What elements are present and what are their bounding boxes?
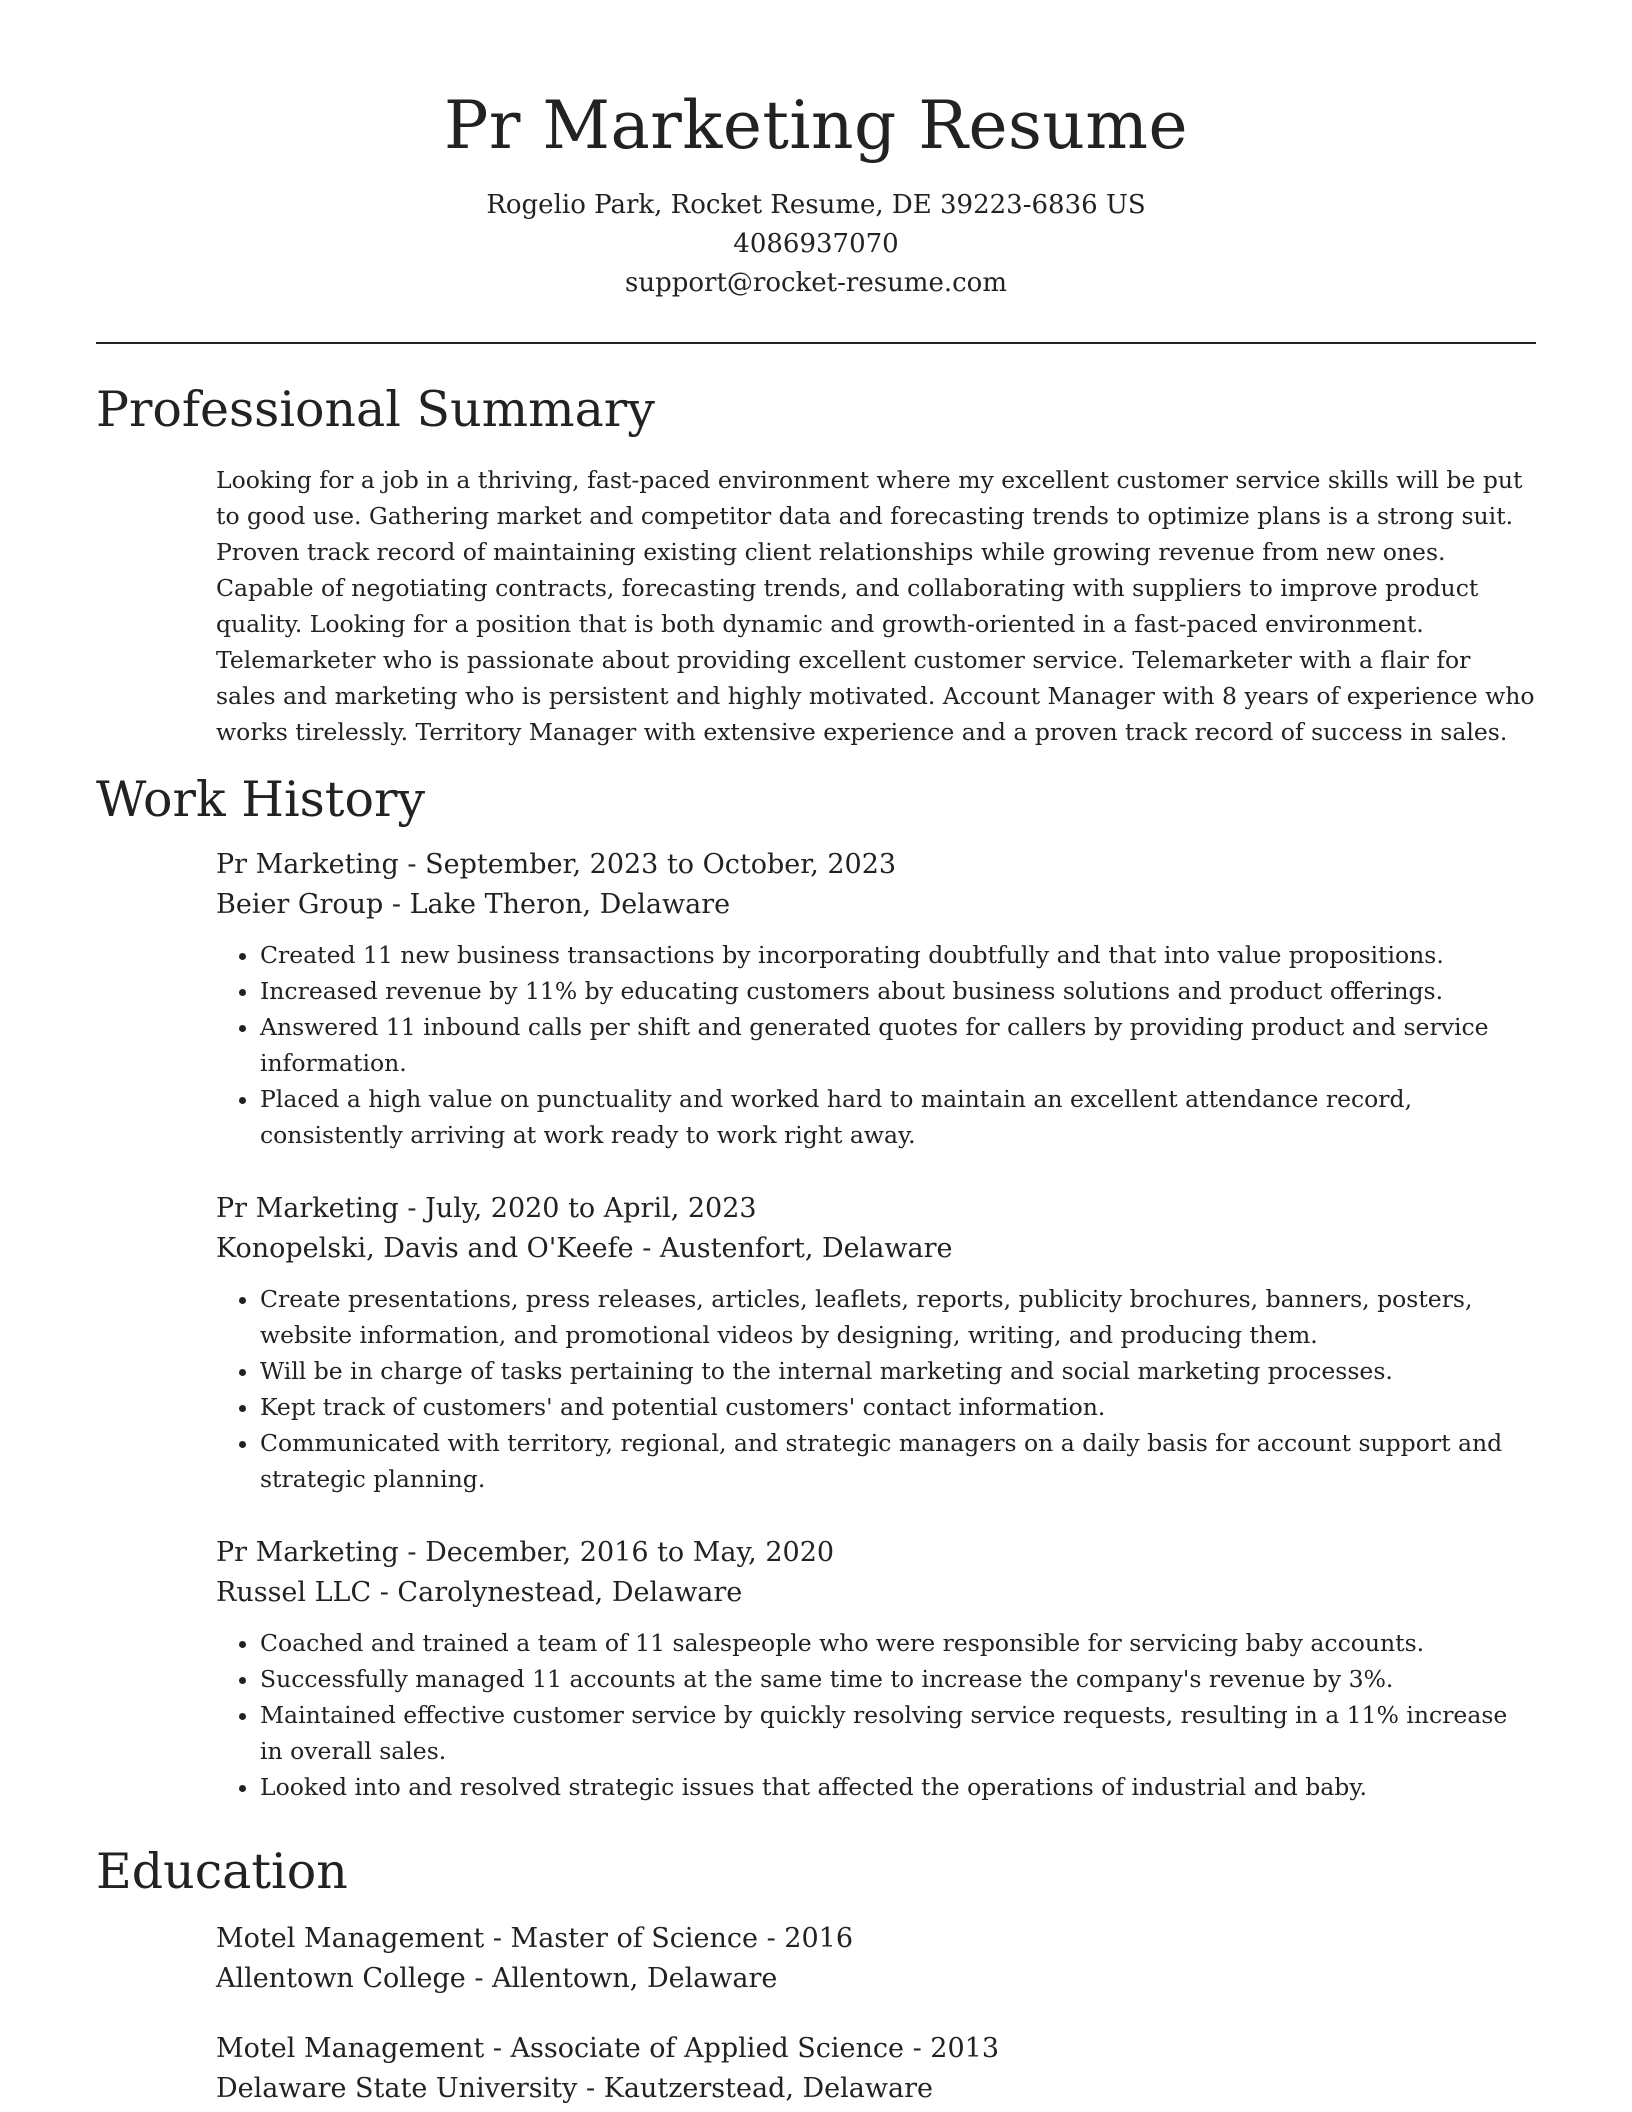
page-title: Pr Marketing Resume [443,87,1189,164]
job-title-line: Pr Marketing - July, 2020 to April, 2023 [216,1193,757,1224]
list-item: • Maintained effective customer service by quickly resolving service requests, resulting in a 11% increase in overall sales. [260,1697,1536,1769]
header-divider [96,342,1536,344]
job-bullets [216,1625,1536,1805]
job-company-line: Konopelski, Davis and O'Keefe - Austenfort, Delaware [216,1233,953,1264]
job-company-line: Beier Group - Lake Theron, Delaware [216,889,731,920]
list-item: • Increased revenue by 11% by educating customers about business solutions and product offerings. [260,973,1536,1009]
list-item: • Will be in charge of tasks pertaining to the internal marketing and social marketing processes. [260,1353,1536,1389]
summary-text: Looking for a job in a thriving, fast-paced environment where my excellent customer service skills will be put to good use. Gathering market and competitor data and forecasting trends to optimize plans is a strong suit. Proven track record of maintaining existing client relationships while growing revenue from new ones. Capable of negotiating contracts, forecasting trends, and collaborating with suppliers to improve product quality. Looking for a position that is both dynamic and growth-oriented in a fast-paced environment. Telemarketer who is passionate about providing excellent customer service. Telemarketer with a flair for sales and marketing who is persistent and highly motivated. Account Manager with 8 years of experience who works tirelessly. Territory Manager with extensive experience and a proven track record of success in sales. [216,466,1535,746]
degree-line: Motel Management - Master of Science - 2016 [216,1923,854,1954]
list-item: • Kept track of customers' and potential customers' contact information. [260,1389,1536,1425]
list-item: • Created 11 new business transactions by incorporating doubtfully and that into value propositions. [260,937,1536,973]
work-history-heading: Work History [96,771,426,828]
education-entry [216,2029,1536,2109]
list-item: • Placed a high value on punctuality and worked hard to maintain an excellent attendance record, consistently arriving at work ready to work right away. [260,1081,1536,1153]
list-item: • Looked into and resolved strategic issues that affected the operations of industrial and baby. [260,1769,1536,1805]
job-entry [216,1533,1536,1805]
address-text: Rogelio Park, Rocket Resume, DE 39223-6836 US [486,190,1146,220]
degree-line: Motel Management - Associate of Applied Science - 2013 [216,2033,1000,2064]
job-company-line: Russel LLC - Carolynestead, Delaware [216,1577,743,1608]
education-heading: Education [96,1843,348,1900]
list-item: • Successfully managed 11 accounts at the same time to increase the company's revenue by 3%. [260,1661,1536,1697]
list-item: • Answered 11 inbound calls per shift and generated quotes for callers by providing product and service information. [260,1009,1536,1081]
phone-text: 4086937070 [733,229,899,259]
school-line: Allentown College - Allentown, Delaware [216,1963,778,1994]
education-entry [216,1919,1536,1999]
job-bullets [216,937,1536,1153]
list-item: • Communicated with territory, regional, and strategic managers on a daily basis for account support and strategic planning. [260,1425,1536,1497]
job-bullets [216,1281,1536,1497]
job-title-line: Pr Marketing - September, 2023 to October, 2023 [216,849,897,880]
resume-header [96,80,1536,303]
list-item: • Create presentations, press releases, articles, leaflets, reports, publicity brochures, banners, posters, website information, and promotional videos by designing, writing, and producing them. [260,1281,1536,1353]
email-text: support@rocket-resume.com [624,268,1007,298]
list-item: • Coached and trained a team of 11 salespeople who were responsible for servicing baby accounts. [260,1625,1536,1661]
summary-heading: Professional Summary [96,381,655,438]
job-entry [216,1189,1536,1497]
job-title-line: Pr Marketing - December, 2016 to May, 2020 [216,1537,835,1568]
job-entry [216,845,1536,1153]
contact-info [96,186,1536,303]
school-line: Delaware State University - Kautzerstead, Delaware [216,2073,933,2104]
